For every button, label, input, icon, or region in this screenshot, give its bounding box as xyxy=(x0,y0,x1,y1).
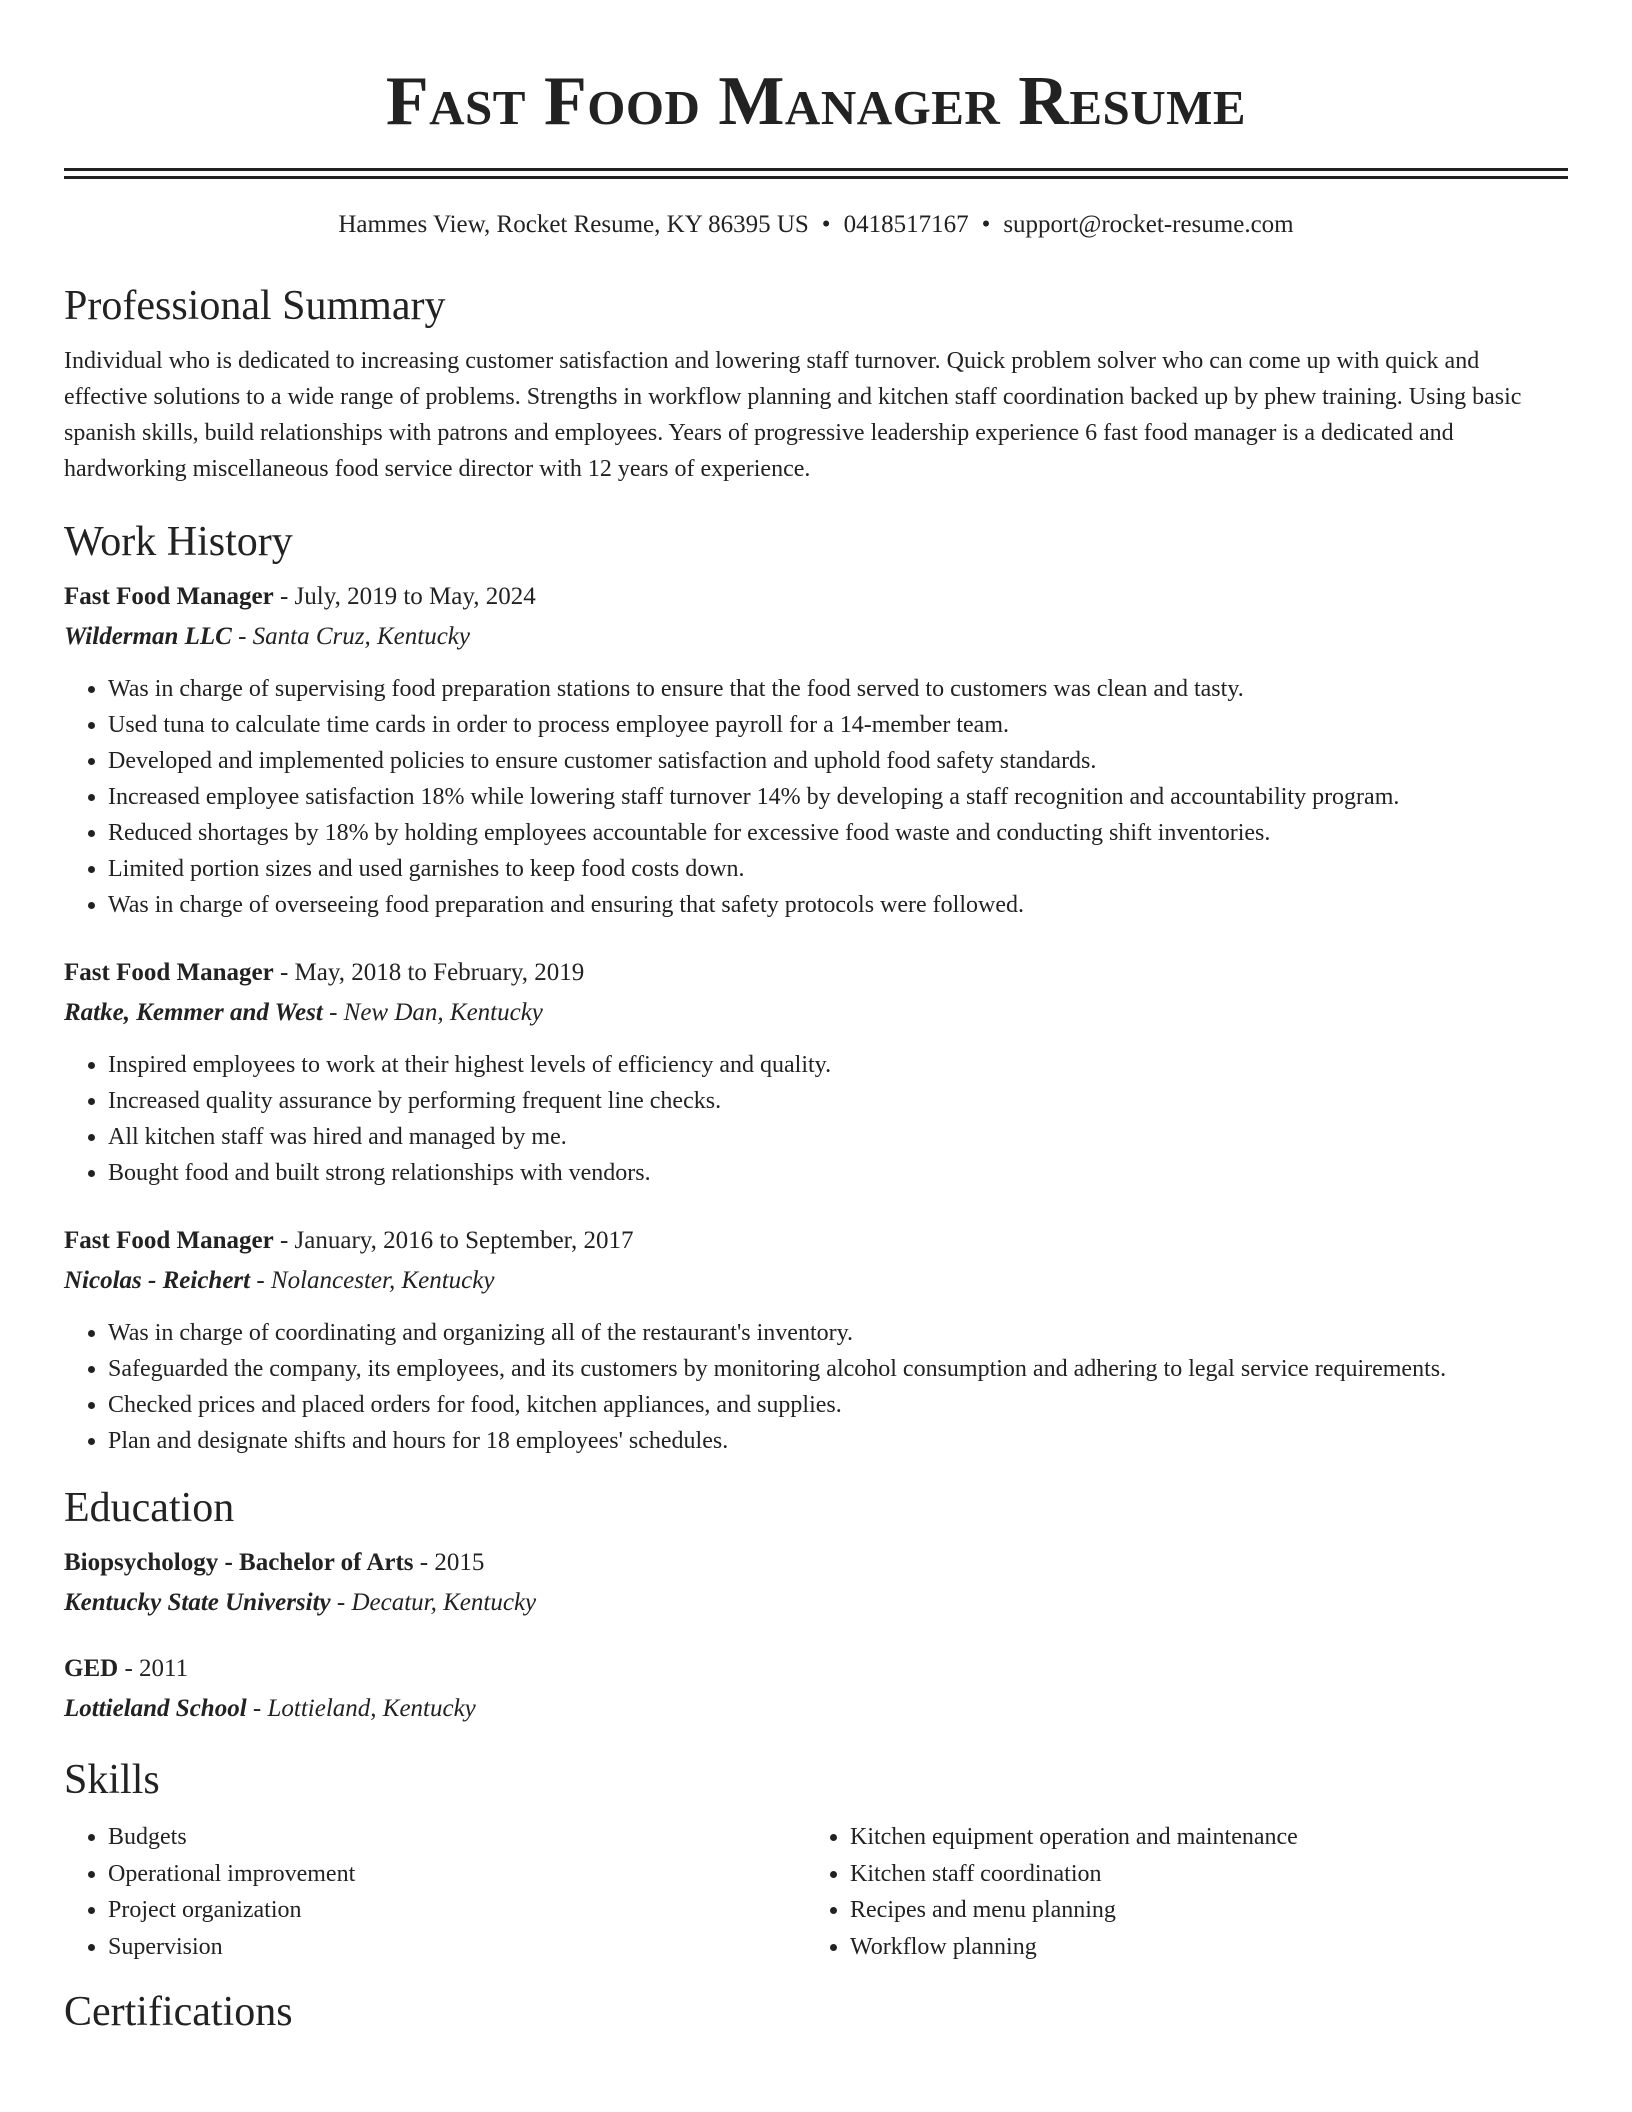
school-name: Kentucky State University xyxy=(64,1589,331,1616)
degree: GED xyxy=(64,1655,119,1682)
resume-title: Fast Food Manager Resume xyxy=(385,63,1247,140)
job-bullets xyxy=(64,1315,1568,1459)
degree-line xyxy=(64,1651,1568,1687)
job-entry xyxy=(64,955,1568,1191)
contact-line xyxy=(64,209,1568,241)
school-location: - Lottieland, Kentucky xyxy=(246,1695,476,1722)
skill-item: • Operational improvement xyxy=(108,1856,806,1893)
work-history-heading: Work History xyxy=(64,519,293,565)
job-dates: - January, 2016 to September, 2017 xyxy=(273,1227,634,1254)
degree: Biopsychology - Bachelor of Arts xyxy=(64,1549,414,1576)
graduation-year: - 2011 xyxy=(118,1655,189,1682)
contact-phone: 0418517167 xyxy=(843,211,969,238)
school-location: - Decatur, Kentucky xyxy=(330,1589,537,1616)
skills-heading: Skills xyxy=(64,1757,160,1803)
certifications-heading: Certifications xyxy=(64,1989,293,2035)
bullet-separator: • xyxy=(981,211,991,238)
job-company: Nicolas - Reichert xyxy=(64,1267,251,1294)
education-entry xyxy=(64,1545,1568,1621)
job-company: Ratke, Kemmer and West xyxy=(64,999,323,1026)
skill-item: • Workflow planning xyxy=(850,1929,1548,1966)
job-entry xyxy=(64,1223,1568,1459)
list-item: • Was in charge of supervising food preparation stations to ensure that the food served to customers was clean and tasty. xyxy=(108,671,1568,707)
job-company-line xyxy=(64,995,1568,1031)
list-item: • Increased quality assurance by performing frequent line checks. xyxy=(108,1083,1568,1119)
skill-item: • Kitchen equipment operation and maintenance xyxy=(850,1819,1548,1856)
school-name: Lottieland School xyxy=(64,1695,247,1722)
contact-address: Hammes View, Rocket Resume, KY 86395 US xyxy=(338,211,809,238)
skill-item: • Supervision xyxy=(108,1929,806,1966)
list-item: • Used tuna to calculate time cards in order to process employee payroll for a 14-member team. xyxy=(108,707,1568,743)
job-company-line xyxy=(64,619,1568,655)
list-item: • Limited portion sizes and used garnishes to keep food costs down. xyxy=(108,851,1568,887)
job-location: - New Dan, Kentucky xyxy=(322,999,543,1026)
job-location: - Santa Cruz, Kentucky xyxy=(231,623,471,650)
school-line xyxy=(64,1585,1568,1621)
school-line xyxy=(64,1691,1568,1727)
resume-page xyxy=(64,0,1568,2037)
list-item: • Developed and implemented policies to ensure customer satisfaction and uphold food safety standards. xyxy=(108,743,1568,779)
job-dates: - May, 2018 to February, 2019 xyxy=(273,959,585,986)
job-entry xyxy=(64,579,1568,923)
skill-item: • Project organization xyxy=(108,1892,806,1929)
summary-heading: Professional Summary xyxy=(64,283,446,329)
graduation-year: - 2015 xyxy=(413,1549,485,1576)
job-dates: - July, 2019 to May, 2024 xyxy=(273,583,536,610)
skill-item: • Kitchen staff coordination xyxy=(850,1856,1548,1893)
list-item: • Safeguarded the company, its employees, and its customers by monitoring alcohol consumption and adhering to legal service requirements. xyxy=(108,1351,1568,1387)
list-item: • Checked prices and placed orders for food, kitchen appliances, and supplies. xyxy=(108,1387,1568,1423)
skills-column-left xyxy=(64,1819,806,1965)
list-item: • Bought food and built strong relationships with vendors. xyxy=(108,1155,1568,1191)
job-title-line xyxy=(64,1223,1568,1259)
job-location: - Nolancester, Kentucky xyxy=(250,1267,495,1294)
bullet-separator: • xyxy=(821,211,831,238)
list-item: • Increased employee satisfaction 18% while lowering staff turnover 14% by developing a staff recognition and accountability program. xyxy=(108,779,1568,815)
list-item: • Plan and designate shifts and hours for 18 employees' schedules. xyxy=(108,1423,1568,1459)
job-title: Fast Food Manager xyxy=(64,959,274,986)
list-item: • Was in charge of coordinating and organizing all of the restaurant's inventory. xyxy=(108,1315,1568,1351)
list-item: • Was in charge of overseeing food preparation and ensuring that safety protocols were followed. xyxy=(108,887,1568,923)
job-company-line xyxy=(64,1263,1568,1299)
summary-text: Individual who is dedicated to increasing customer satisfaction and lowering staff turnover. Quick problem solver who can come up with quick and effective solutions to a wide range of problems. Strengths in workflow planning and kitchen staff coordination backed up by phew training. Using basic spanish skills, build relationships with patrons and employees. Years of progressive leadership experience 6 fast food manager is a dedicated and hardworking miscellaneous food service director with 12 years of experience. xyxy=(64,348,1522,482)
list-item: • Inspired employees to work at their highest levels of efficiency and quality. xyxy=(108,1047,1568,1083)
job-bullets xyxy=(64,1047,1568,1191)
list-item: • Reduced shortages by 18% by holding employees accountable for excessive food waste and conducting shift inventories. xyxy=(108,815,1568,851)
job-title: Fast Food Manager xyxy=(64,583,274,610)
list-item: • All kitchen staff was hired and managed by me. xyxy=(108,1119,1568,1155)
skills-column-right xyxy=(806,1819,1548,1965)
job-bullets xyxy=(64,671,1568,923)
skills-list xyxy=(64,1819,1568,1965)
skill-item: • Recipes and menu planning xyxy=(850,1892,1548,1929)
job-title-line xyxy=(64,955,1568,991)
job-title: Fast Food Manager xyxy=(64,1227,274,1254)
contact-email: support@rocket-resume.com xyxy=(1003,211,1294,238)
degree-line xyxy=(64,1545,1568,1581)
job-company: Wilderman LLC xyxy=(64,623,232,650)
skill-item: • Budgets xyxy=(108,1819,806,1856)
title-double-rule xyxy=(64,168,1568,179)
job-title-line xyxy=(64,579,1568,615)
education-entry xyxy=(64,1651,1568,1727)
education-heading: Education xyxy=(64,1485,235,1531)
